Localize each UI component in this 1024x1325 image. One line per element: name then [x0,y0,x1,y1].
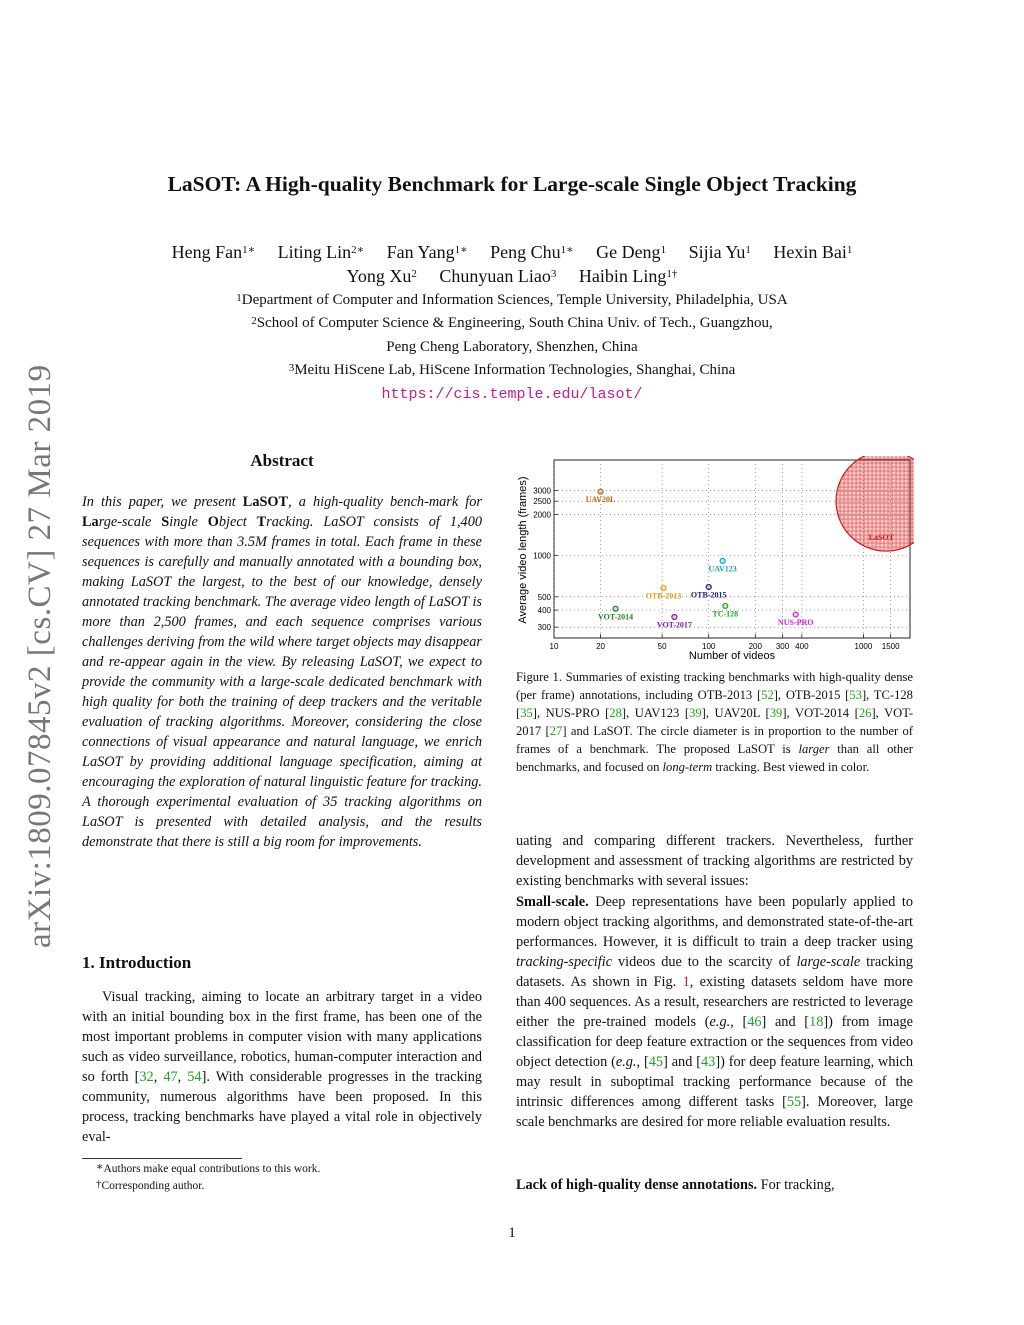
x-tick-label: 400 [795,642,809,651]
footnote-2: †Corresponding author. [96,1178,205,1192]
y-tick-label: 2000 [533,510,551,520]
figure-ref[interactable]: 1 [682,974,690,990]
point-otb-2015 [691,584,727,599]
point-lasot [836,456,914,551]
y-tick-label: 1000 [533,551,551,561]
citation[interactable]: 32 [139,1069,154,1085]
point-marker [720,558,725,563]
affiliation-2: $^2$School of Computer Science & Engineering, South China Univ. of Tech., Guangzhou, [251,315,773,331]
point-marker [793,612,798,617]
citation[interactable]: 54 [187,1069,202,1085]
x-tick-label: 300 [775,642,790,651]
author: Liting Lin$^{2∗}$ [277,242,365,262]
footnote-rule [82,1158,242,1159]
point-marker [672,614,677,619]
affiliation-2b: Peng Cheng Laboratory, Shenzhen, China [386,339,638,355]
y-tick-label: 300 [537,623,551,633]
author: Ge Deng$^1$ [596,242,667,262]
point-label: VOT-2017 [656,620,692,630]
affiliation-3: $^3$Meitu HiScene Lab, HiScene Information Technologies, Shanghai, China [288,362,736,378]
page-number: 1 [508,1225,516,1241]
point-label: LaSOT [868,533,895,543]
point-tc-128 [712,603,738,618]
right-paragraph-1: uating and comparing different trackers. Nevertheless, further development and assessment of tracking algorithms are restricted by existing benchmarks with several issues: [516,833,913,889]
author: Sijia Yu$^1$ [688,242,751,262]
x-tick-label: 100 [702,642,716,651]
lack-annotations-paragraph: Lack of high-quality dense annotations. For tracking, [516,1177,835,1193]
author-line-1 [0,240,1024,264]
point-marker [613,606,618,611]
point-label: UAV123 [708,564,737,574]
figure-1-chart [514,456,914,666]
x-axis-label: Number of videos [688,650,776,662]
intro-paragraph: Visual tracking, aiming to locate an arbitrary target in a video with an initial bounding box in the first frame, has been one of the most important problems in computer vision with many applications such as video surveillance, robotics, human-computer interaction and so forth [32, 47, 54]. With considerable progresses in the tracking community, numerous algorithms have been proposed. In this process, tracking benchmarks have played a vital role in objectively eval- [82,989,483,1145]
figure-1-caption: Figure 1. Summaries of existing tracking benchmarks with high-quality dense (per frame) annotations, including OTB-2013 [52], OTB-2015 [53], TC-128 [35], NUS-PRO [28], UAV123 [39], UAV20L [39], VOT-2014 [26], VOT-2017 [27] and LaSOT. The circle diameter is in proportion to the number of frames of a benchmark. The proposed LaSOT is larger than all other benchmarks, and focused on long-term tracking. Best viewed in color. [516,670,914,774]
y-tick-label: 2500 [533,497,551,507]
point-label: OTB-2015 [690,590,727,600]
point-marker [706,584,711,589]
author: Heng Fan$^{1∗}$ [171,242,256,262]
x-tick-label: 20 [596,642,606,651]
paper-title: LaSOT: A High-quality Benchmark for Large-scale Single Object Tracking [167,172,857,196]
point-nus-pro [778,612,814,627]
point-marker [723,603,728,608]
project-url[interactable]: https://cis.temple.edu/lasot/ [381,386,643,403]
small-scale-paragraph: Small-scale. Deep representations have been popularly applied to modern object tracking algorithms, and demonstrated state-of-the-art performances. However, it is difficult to train a deep tracker using tracking-specific videos due to the scarcity of large-scale tracking datasets. As shown in Fig. 1, existing datasets seldom have more than 400 sequences. As a result, researchers are restricted to leverage either the pre-trained models (e.g., [46] and [18]) from image classification for deep feature extraction or the sequences from video object detection (e.g., [45] and [43]) for deep feature learning, which may result in suboptimal tracking performance because of the intrinsic differences among different tasks [55]. Moreover, large scale benchmarks are desired for more reliable evaluation results. [516,894,914,1130]
author: Fan Yang$^{1∗}$ [386,242,468,262]
arxiv-stamp: arXiv:1809.07845v2 [cs.CV] 27 Mar 2019 [22,364,58,948]
point-marker [598,489,603,494]
y-tick-label: 400 [537,606,551,616]
intro-heading: 1. Introduction [82,953,192,972]
point-label: UAV20L [585,495,616,505]
author: Hexin Bai$^1$ [773,242,853,262]
point-vot-2014 [598,606,633,621]
point-uav20l [586,489,616,504]
x-tick-label: 1000 [854,642,873,651]
point-label: TC-128 [712,609,739,619]
x-tick-label: 200 [748,642,762,651]
point-label: OTB-2013 [645,591,682,601]
point-label: NUS-PRO [777,618,814,628]
author: Peng Chu$^{1∗}$ [490,242,574,262]
benchmark-points [586,456,914,629]
author-line-2 [0,264,1024,288]
y-tick-label: 500 [537,592,551,602]
author: Haibin Ling$^{1\dagger}$ [578,266,678,286]
citation[interactable]: 47 [163,1069,178,1085]
abstract-body: In this paper, we present LaSOT, a high-quality bench-mark for Large-scale Single Object Tracking. LaSOT consists of 1,400 sequences with more than 3.5M frames in total. Each frame in these sequences is carefully and manually annotated with a bounding box, making LaSOT the largest, to the best of our knowledge, densely annotated tracking benchmark. The average video length of LaSOT is more than 2,500 frames, and each sequence comprises various challenges deriving from the wild where target objects may disappear and re-appear again in the view. By releasing LaSOT, we expect to provide the community with a large-scale dedicated benchmark with high quality for both the training of deep trackers and the veritable evaluation of tracking algorithms. Moreover, considering the close connections of visual appearance and natural language, we enrich LaSOT by providing additional language specification, aiming at encouraging the exploration of natural linguistic feature for tracking. A thorough experimental evaluation of 35 tracking algorithms on LaSOT is presented with detailed analysis, and the results demonstrate that there is still a big room for improvements. [82,494,482,850]
author: Yong Xu$^2$ [346,266,417,286]
point-otb-2013 [646,586,682,601]
x-tick-label: 10 [549,642,559,651]
author: Chunyuan Liao$^3$ [439,266,557,286]
y-tick-label: 3000 [533,486,551,496]
y-axis-label: Average video length (frames) [517,476,529,624]
x-tick-label: 1500 [881,642,900,651]
point-label: VOT-2014 [598,612,634,622]
x-tick-label: 50 [657,642,667,651]
point-uav123 [708,558,736,573]
point-marker [661,586,666,591]
affiliation-1: $^1$Department of Computer and Information Sciences, Temple University, Philadelphia, USA [236,292,788,308]
footnote-1: ∗Authors make equal contributions to this work. [96,1161,321,1175]
abstract-heading: Abstract [250,451,314,470]
